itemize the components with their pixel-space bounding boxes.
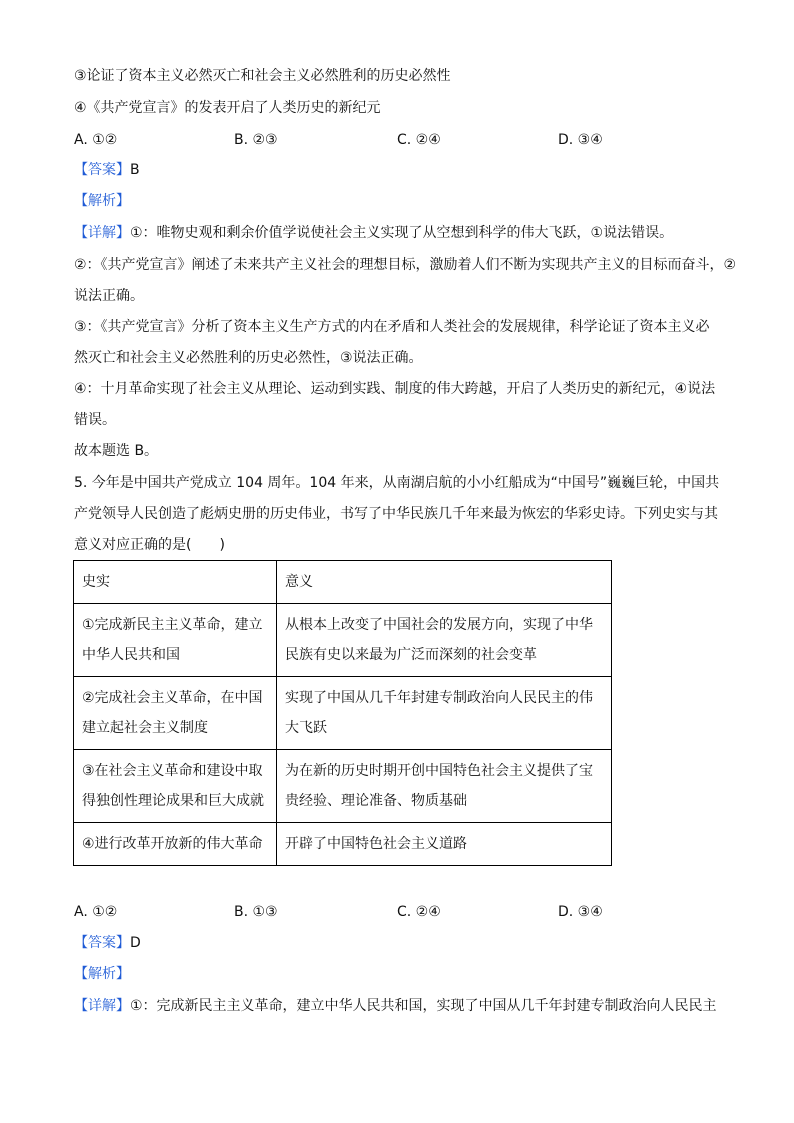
analysis-tag: 【解析】 bbox=[74, 193, 130, 209]
table-row bbox=[74, 677, 612, 750]
q4-detail-2a: ②：《共产党宣言》阐述了未来共产主义社会的理想目标，激励着人们不断为实现共产主义的目标而奋斗，② bbox=[74, 257, 737, 273]
q4-detail-3b: 然灭亡和社会主义必然胜利的历史必然性，③说法正确。 bbox=[74, 350, 423, 366]
q4-choice-b: B. ②③ bbox=[234, 132, 278, 148]
header-fact: 史实 bbox=[74, 561, 277, 604]
table-row bbox=[74, 823, 612, 866]
q5-detail-1 bbox=[74, 996, 717, 1016]
table-row bbox=[74, 604, 612, 677]
q4-detail-4b: 错误。 bbox=[74, 412, 116, 428]
q4-answer bbox=[74, 160, 140, 180]
significance-cell: 开辟了中国特色社会主义道路 bbox=[277, 823, 612, 866]
analysis-tag: 【解析】 bbox=[74, 966, 130, 982]
q4-choice-c: C. ②④ bbox=[397, 132, 441, 148]
q5-answer bbox=[74, 933, 141, 953]
detail-tag: 【详解】 bbox=[74, 998, 130, 1014]
q5-analysis-heading bbox=[74, 964, 130, 984]
q4-conclusion: 故本题选 B。 bbox=[74, 443, 159, 459]
q5-history-table bbox=[73, 560, 612, 866]
detail-text: ①：唯物史观和剩余价值学说使社会主义实现了从空想到科学的伟大飞跃，①说法错误。 bbox=[130, 225, 674, 241]
q5-stem-line-3: 意义对应正确的是( ) bbox=[74, 537, 225, 553]
detail-tag: 【详解】 bbox=[74, 225, 130, 241]
significance-cell: 从根本上改变了中国社会的发展方向，实现了中华民族有史以来最为广泛而深刻的社会变革 bbox=[277, 604, 612, 677]
q4-analysis-heading bbox=[74, 191, 130, 211]
q4-choices bbox=[74, 130, 634, 150]
fact-cell: ②完成社会主义革命，在中国建立起社会主义制度 bbox=[74, 677, 277, 750]
q5-choice-b: B. ①③ bbox=[234, 904, 278, 920]
q5-stem-line-2: 产党领导人民创造了彪炳史册的历史伟业，书写了中华民族几千年来最为恢宏的华彩史诗。下列史实与其 bbox=[74, 506, 718, 522]
table-header-row bbox=[74, 561, 612, 604]
q4-choice-d: D. ③④ bbox=[558, 132, 603, 148]
answer-tag: 【答案】 bbox=[74, 162, 130, 178]
q5-stem-line-1: 5. 今年是中国共产党成立 104 周年。104 年来，从南湖启航的小小红船成为“中国号”巍巍巨轮，中国共 bbox=[74, 475, 720, 491]
answer-value: B bbox=[130, 162, 140, 178]
significance-cell: 为在新的历史时期开创中国特色社会主义提供了宝贵经验、理论准备、物质基础 bbox=[277, 750, 612, 823]
q4-detail-3a: ③：《共产党宣言》分析了资本主义生产方式的内在矛盾和人类社会的发展规律，科学论证了资本主义必 bbox=[74, 319, 710, 335]
header-significance: 意义 bbox=[277, 561, 612, 604]
q4-option-statement-4: ④《共产党宣言》的发表开启了人类历史的新纪元 bbox=[74, 100, 381, 116]
detail-text: ①：完成新民主主义革命，建立中华人民共和国，实现了中国从几千年封建专制政治向人民民主 bbox=[130, 998, 717, 1014]
q5-choice-d: D. ③④ bbox=[558, 904, 603, 920]
fact-cell: ①完成新民主主义革命，建立中华人民共和国 bbox=[74, 604, 277, 677]
fact-cell: ④进行改革开放新的伟大革命 bbox=[74, 823, 277, 866]
table-row bbox=[74, 750, 612, 823]
q4-detail-2b: 说法正确。 bbox=[74, 288, 144, 304]
q4-choice-a: A. ①② bbox=[74, 132, 118, 148]
q4-detail-1 bbox=[74, 223, 673, 243]
q5-choice-a: A. ①② bbox=[74, 904, 118, 920]
fact-cell: ③在社会主义革命和建设中取得独创性理论成果和巨大成就 bbox=[74, 750, 277, 823]
significance-cell: 实现了中国从几千年封建专制政治向人民民主的伟大飞跃 bbox=[277, 677, 612, 750]
q4-detail-4a: ④：十月革命实现了社会主义从理论、运动到实践、制度的伟大跨越，开启了人类历史的新纪元，④说法 bbox=[74, 381, 716, 397]
q4-option-statement-3: ③论证了资本主义必然灭亡和社会主义必然胜利的历史必然性 bbox=[74, 68, 451, 84]
answer-value: D bbox=[130, 935, 141, 951]
q5-choice-c: C. ②④ bbox=[397, 904, 441, 920]
answer-tag: 【答案】 bbox=[74, 935, 130, 951]
q5-choices bbox=[74, 902, 634, 922]
